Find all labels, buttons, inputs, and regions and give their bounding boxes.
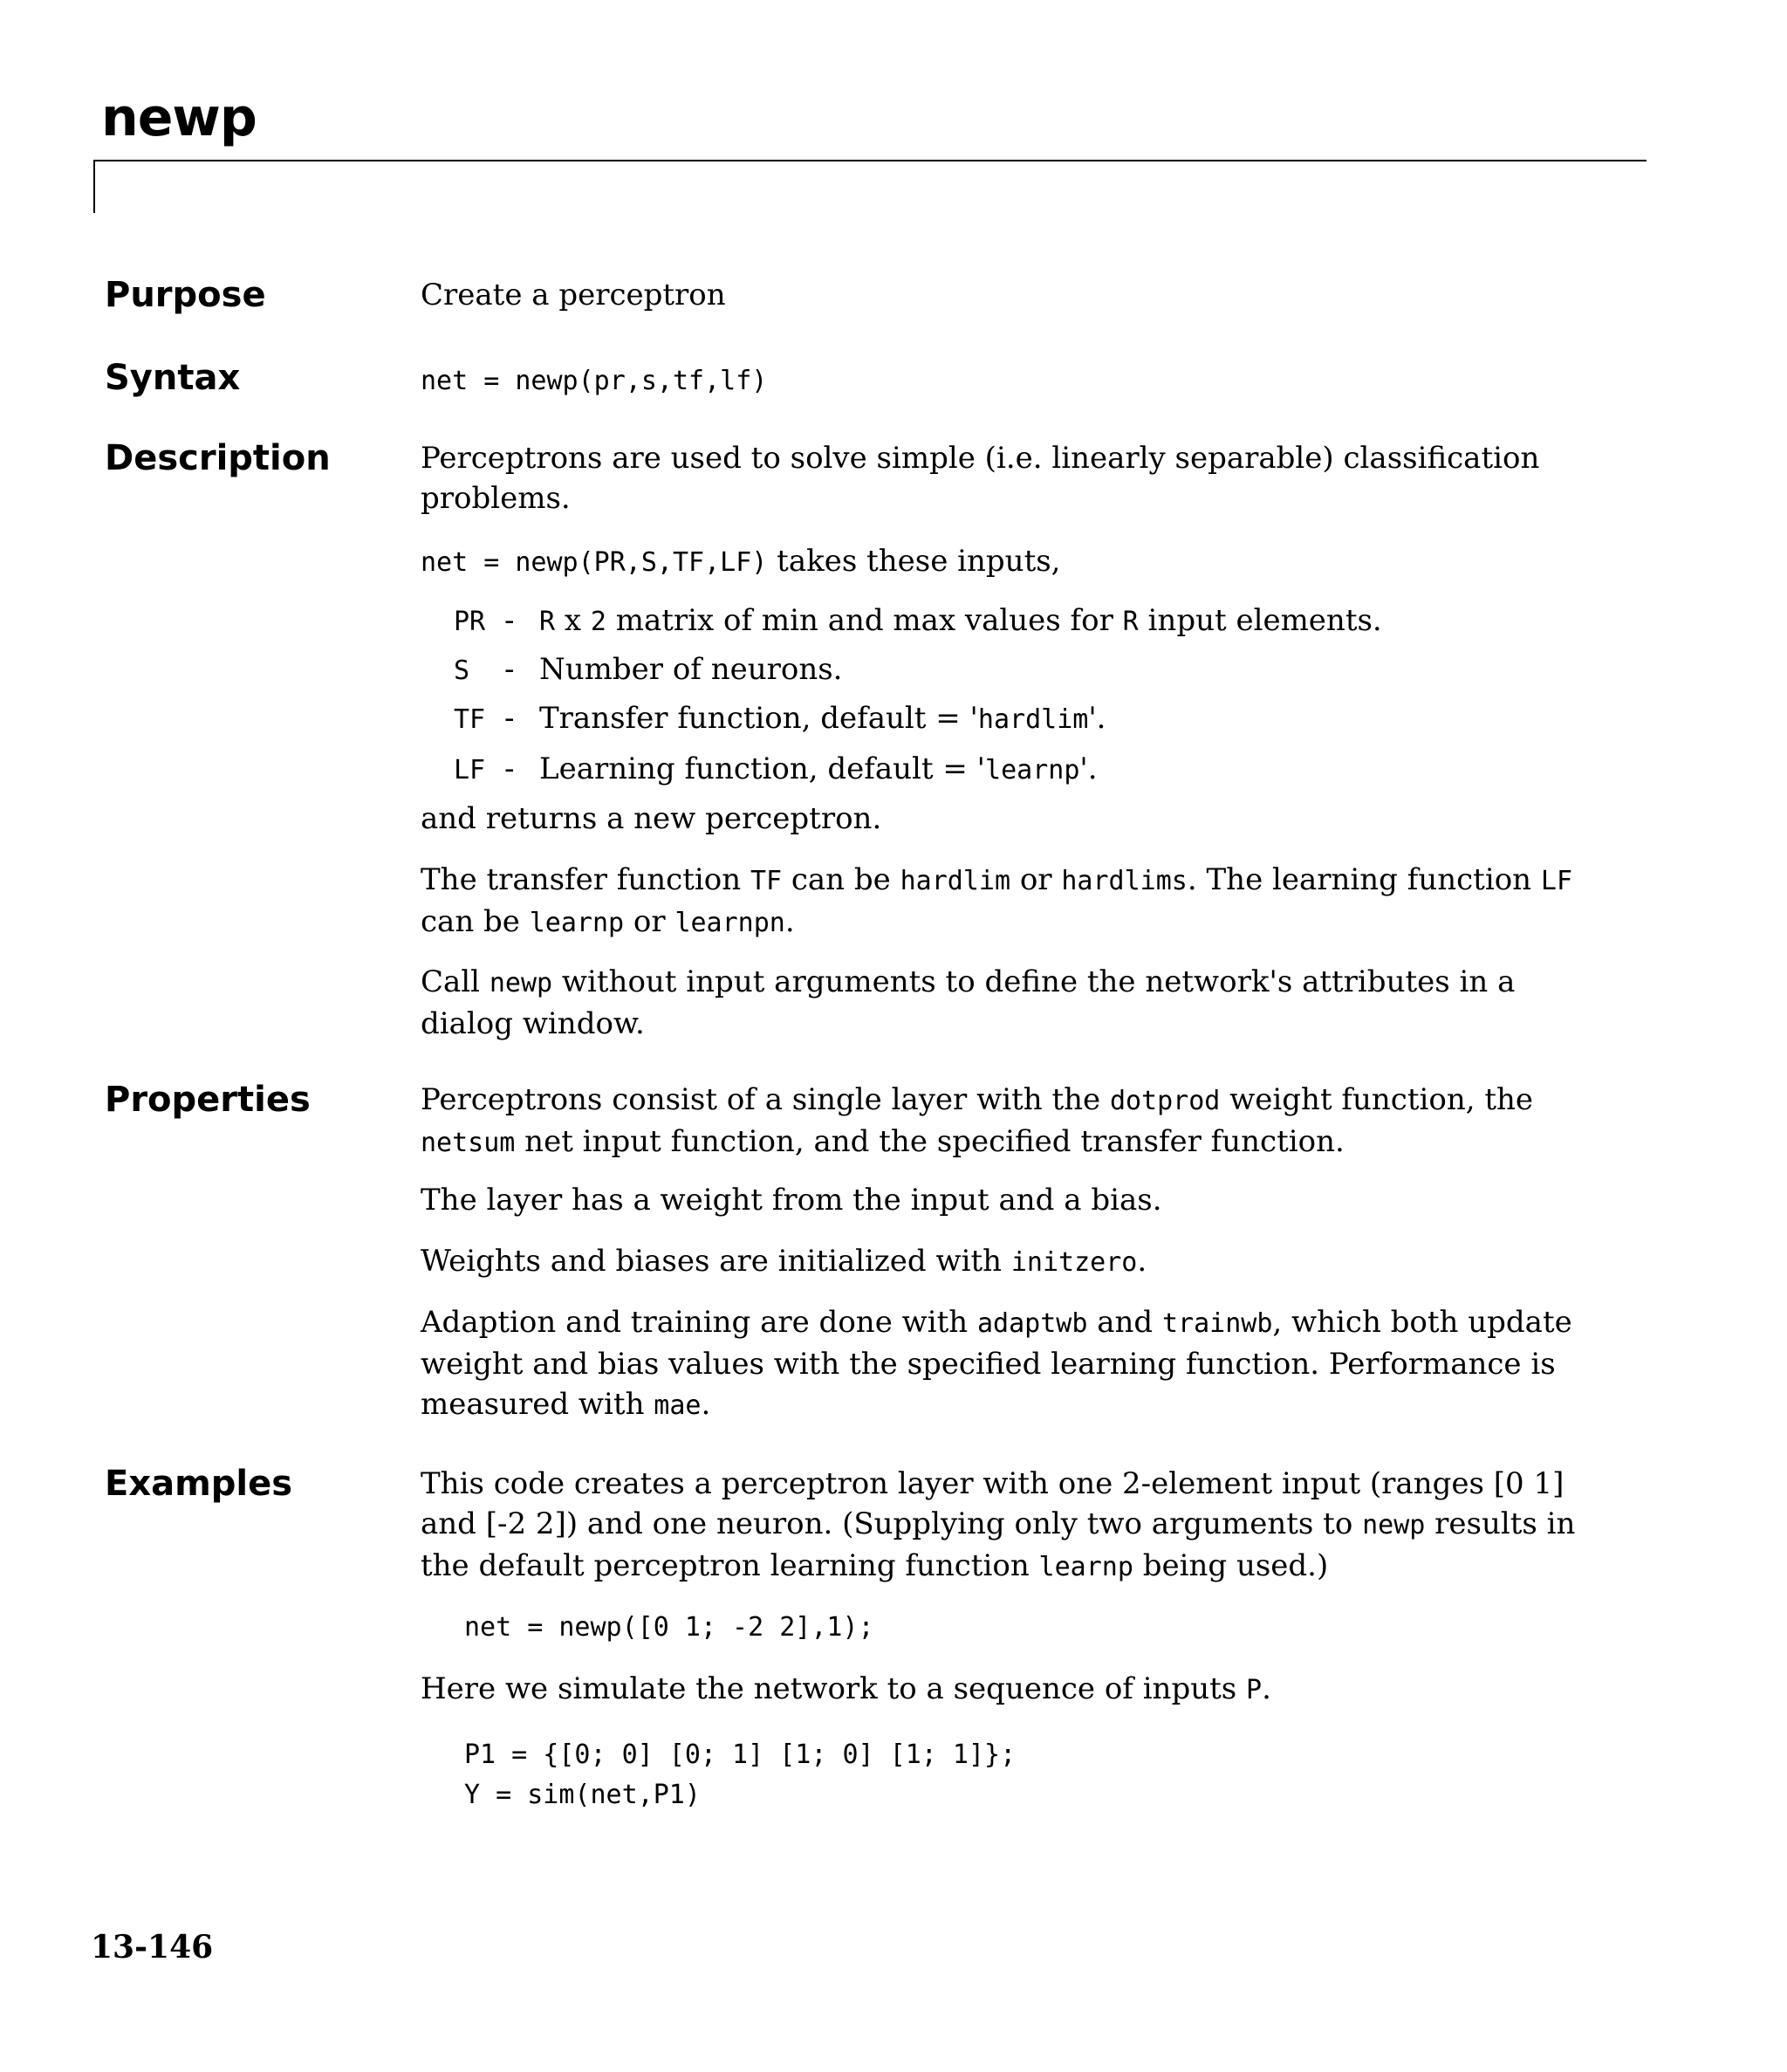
text: or [624,904,675,939]
inline-code: hardlim [900,866,1011,896]
argument-dash: - [504,751,515,786]
text: being used.) [1133,1548,1329,1583]
text: , which both update weight and bias values with the specified learning function. Performance is measured with [421,1305,1572,1422]
text: can be [421,904,530,939]
inline-code: learnp [1038,1552,1133,1582]
inline-code: mae [654,1390,702,1421]
text: . The learning function [1187,862,1541,897]
text: '. [1079,751,1098,786]
text: Here we simulate the network to a sequence of inputs [421,1671,1247,1706]
inline-code: R [1122,607,1139,637]
purpose-label: Purpose [105,275,266,315]
text: without input arguments to define the network's attributes in a dialog window. [421,964,1516,1041]
inline-code: trainwb [1161,1308,1273,1339]
header-rule [93,160,1647,161]
inline-code: initzero [1010,1247,1138,1278]
description-paragraph-4 [421,962,1590,1044]
argument-name: LF [454,755,486,786]
text: can be [782,862,900,897]
properties-paragraph-2: The layer has a weight from the input and a bias. [421,1183,1162,1218]
text: . [784,904,795,939]
text: or [1010,862,1062,897]
inline-code: LF [1540,866,1573,896]
text: Perceptrons consist of a single layer with the [421,1082,1110,1117]
argument-description [539,698,1106,740]
text: and [1087,1305,1162,1340]
description-paragraph-1: Perceptrons are used to solve simple (i.e. linearly separable) classification problems. [421,441,1540,516]
argument-dash: - [504,603,515,638]
inline-code: dotprod [1109,1086,1221,1116]
text: net input function, and the specified transfer function. [515,1124,1345,1159]
inline-code: hardlim [977,704,1089,735]
inline-code: learnp [985,755,1080,786]
argument-name: TF [454,704,486,735]
text: '. [1088,701,1106,736]
argument-description: Number of neurons. [539,652,843,687]
description-label: Description [105,438,331,478]
argument-name: PR [454,607,486,637]
argument-description [539,749,1098,791]
properties-paragraph-3 [421,1241,1590,1283]
text: Learning function, default = ' [539,751,986,786]
page-number: 13-146 [91,1929,214,1966]
inline-code: netsum [421,1128,516,1158]
properties-paragraph-4 [421,1302,1590,1426]
code-line: P1 = {[0; 0] [0; 1] [1; 0] [1; 1]}; [464,1739,1017,1770]
text: . [1137,1244,1147,1279]
text: Call [421,964,490,999]
description-paragraph-3 [421,860,1590,943]
inline-code: 2 [590,607,606,637]
purpose-text: Create a perceptron [421,278,726,312]
text: matrix of min and max values for [606,603,1123,638]
code-line: Y = sim(net,P1) [464,1780,701,1810]
properties-label: Properties [105,1080,311,1120]
examples-paragraph-1 [421,1464,1590,1588]
text: The transfer function [421,862,750,897]
text: weight function, the [1220,1082,1534,1117]
description-paragraph-2 [421,541,1590,583]
page-title: newp [101,87,257,148]
inline-code: net = newp(PR,S,TF,LF) [421,547,768,578]
text: takes these inputs, [767,544,1061,579]
examples-paragraph-2 [421,1669,1590,1711]
argument-description [539,600,1382,642]
inline-code: learnp [529,908,625,938]
inline-code: R [539,607,556,637]
text: results in the default perceptron learning function [421,1506,1576,1583]
examples-label: Examples [105,1464,293,1504]
inline-code: P [1246,1675,1263,1705]
inline-code: newp [489,968,553,998]
example-code-2 [464,1735,1016,1815]
syntax-code: net = newp(pr,s,tf,lf) [421,366,768,396]
description-returns: and returns a new perceptron. [421,801,882,836]
text: x [555,603,591,638]
text: Transfer function, default = ' [539,701,978,736]
inline-code: hardlims [1061,866,1188,896]
argument-dash: - [504,652,515,687]
inline-code: learnpn [674,908,785,938]
properties-paragraph-1 [421,1080,1590,1163]
text: Weights and biases are initialized with [421,1244,1011,1279]
inline-code: TF [750,866,783,896]
inline-code: adaptwb [976,1308,1088,1339]
argument-name: S [454,655,470,686]
argument-dash: - [504,701,515,736]
inline-code: newp [1362,1510,1426,1540]
header-rule-tick [93,160,95,213]
text: input elements. [1138,603,1382,638]
text: . [1262,1671,1271,1706]
text: Adaption and training are done with [421,1305,977,1340]
text: . [701,1387,711,1422]
example-code-1: net = newp([0 1; -2 2],1); [464,1612,874,1643]
syntax-label: Syntax [105,358,241,398]
text: This code creates a perceptron layer with one 2-element input (ranges [0 1] and [-2 2]) and one neuron. (Supplying only two arguments to [421,1466,1564,1541]
